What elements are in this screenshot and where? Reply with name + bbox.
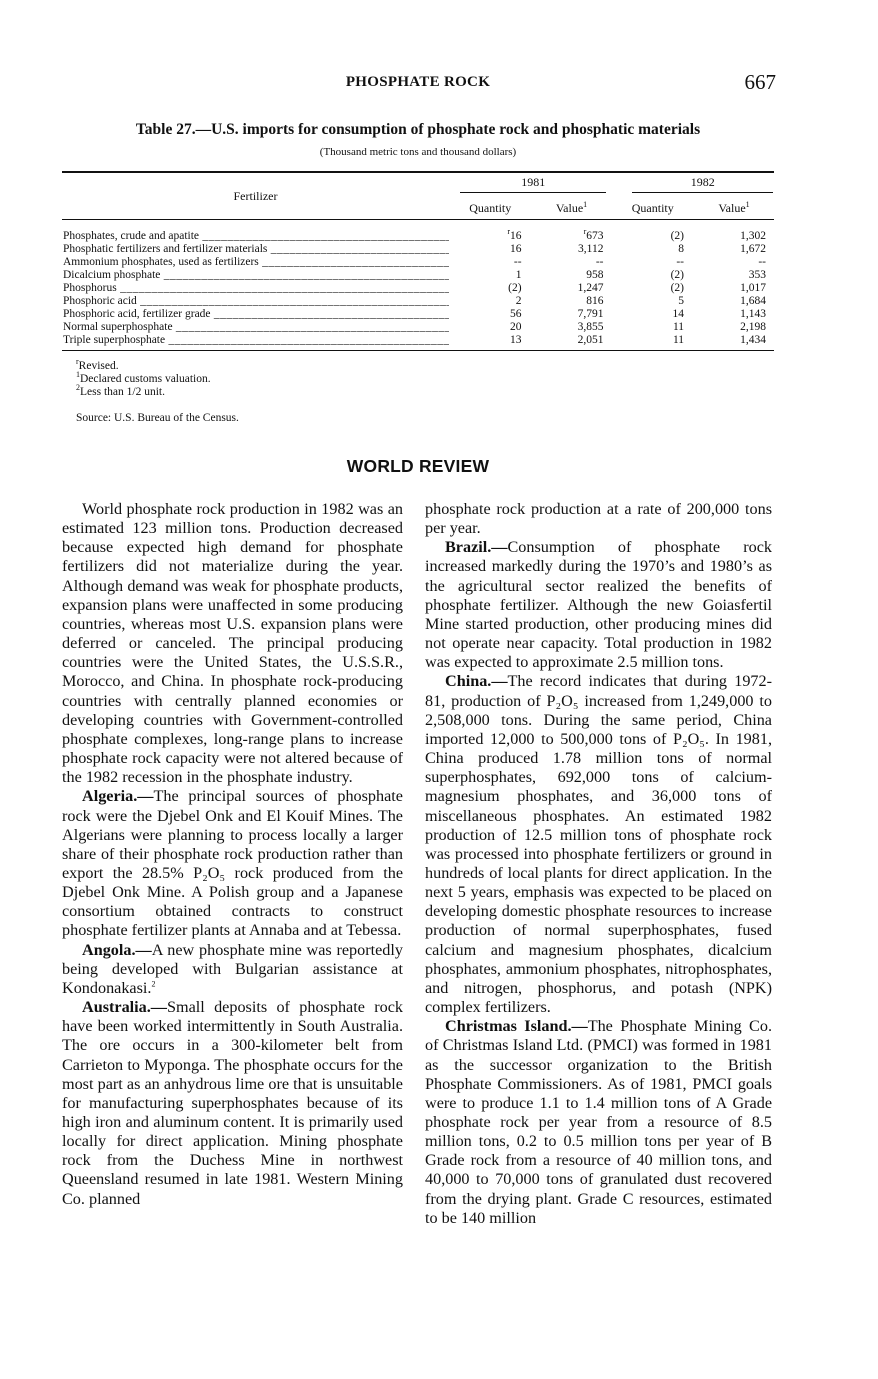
value-1982: 1,143: [740, 308, 766, 320]
row-label: Phosphorus _____: [62, 282, 449, 295]
table-footnotes: [76, 357, 211, 399]
value-header: Value$^1$: [532, 197, 612, 220]
value-1981: 3,112: [578, 243, 604, 255]
table-row: [62, 308, 774, 321]
value-1981: 958: [586, 269, 604, 281]
row-label: Phosphoric acid _____: [62, 295, 449, 308]
value-1982: 2,198: [740, 321, 766, 333]
value-1981: 1,247: [577, 282, 604, 294]
quantity-1981: (2): [508, 282, 522, 294]
running-title: PHOSPHATE ROCK: [345, 74, 491, 90]
table-row: [62, 256, 774, 269]
value-1981: $^r$673: [583, 227, 604, 242]
footnote-revised: $^r$Revised.: [76, 357, 119, 372]
value-1982: 353: [748, 269, 766, 281]
angola-paragraph: Angola.—A new phosphate mine was reportedly being developed with Bulgarian assistance at Kondonakasi.$^2$: [62, 940, 403, 997]
value-1982: 1,302: [740, 230, 766, 242]
value-1981: --: [595, 256, 604, 268]
table-row: [62, 220, 774, 244]
table-title: Table 27.—U.S. imports for consumption of phosphate rock and phosphatic materials: [135, 121, 701, 138]
quantity-1981: 20: [510, 321, 522, 333]
row-label: Phosphates, crude and apatite _____: [62, 220, 449, 244]
value-1982: 1,684: [740, 295, 766, 307]
value-1982: --: [758, 256, 766, 268]
row-label: Phosphatic fertilizers and fertilizer materials _____: [62, 243, 449, 256]
page-number: 667: [744, 70, 776, 94]
table-row: [62, 269, 774, 282]
value-1981: 3,855: [577, 321, 604, 333]
footnote-2: $^2$Less than 1/2 unit.: [76, 383, 165, 398]
quantity-1981: --: [513, 256, 522, 268]
table-row: [62, 321, 774, 334]
table-body: [62, 220, 774, 351]
quantity-1981: $^r$16: [507, 227, 522, 242]
table-subtitle: (Thousand metric tons and thousand dollars): [319, 146, 517, 158]
quantity-1982: 11: [611, 334, 694, 351]
quantity-1981: 1: [515, 269, 522, 281]
year-1981-header: 1981: [460, 177, 606, 193]
page-header: [60, 70, 776, 100]
value-1982: 1,434: [694, 334, 774, 351]
quantity-1982: 8: [678, 243, 685, 255]
value-1981: 7,791: [577, 308, 604, 320]
china-paragraph: China.—The record indicates that during 1972-81, production of P₂O₅ increased from 1,249,000 to 2,508,000 tons. During the same period, China imported 12,000 to 500,000 tons of P₂O₅. In 1981, China produced 1.78 million tons of normal superphosphates, 692,000 tons of calcium-magnesium phosphates, and 36,000 tons of miscellaneous phosphates. An estimated 1982 production of 12.5 million tons of phosphate rock was processed into phosphate fertilizers or ground in hundreds of local plants for direct application. In the next 5 years, emphasis was expected to be placed on developing domestic phosphate resources to increase production of normal superphosphates, fused calcium and magnesium phosphates, dicalcium phosphates, ammonium phosphates, nitrophosphates, and nitrogen, phosphorus, and potash (NPK) complex fertilizers.: [425, 672, 772, 1017]
row-label: Normal superphosphate _____: [62, 321, 449, 334]
quantity-1982: 5: [678, 295, 685, 307]
quantity-1982: --: [676, 256, 685, 268]
year-1982-header: 1982: [632, 177, 773, 193]
quantity-1981: 56: [510, 308, 522, 320]
value-header: Value$^1$: [694, 197, 774, 220]
value-1981: 2,051: [532, 334, 612, 351]
quantity-1982: 11: [672, 321, 685, 333]
quantity-header: Quantity: [611, 197, 694, 220]
footnote-1: $^1$Declared customs valuation.: [76, 370, 211, 385]
imports-table: [62, 171, 774, 351]
quantity-1982: 14: [672, 308, 685, 320]
section-heading: WORLD REVIEW: [346, 456, 490, 476]
quantity-header: Quantity: [449, 197, 532, 220]
continued-paragraph: phosphate rock production at a rate of 200,000 tons per year.: [425, 500, 772, 538]
row-label: Ammonium phosphates, used as fertilizers _____: [62, 256, 449, 269]
christmas-island-paragraph: Christmas Island.—The Phosphate Mining Co. of Christmas Island Ltd. (PMCI) was formed in 1981 as the successor organization to the British Phosphate Commissioners. As of 1981, PMCI goals were to produce 1.1 to 1.4 million tons of A Grade phosphate rock per year from a resource of 8.5 million tons, 0.2 to 0.5 million tons per year of B Grade rock from a resource of 40 million tons, and 40,000 to 70,000 tons of granulated dust recovered from the drying plant. Grade C resources, estimated to be 140 million: [425, 1017, 772, 1227]
value-1981: 816: [586, 295, 604, 307]
intro-paragraph: World phosphate rock production in 1982 was an estimated 123 million tons. Production decreased because expected high demand for phosphate fertilizers did not materialize during the year. Although demand was weak for phosphate products, expansion plans were unaffected in some producing countries, whereas most U.S. expansion plans were deferred or canceled. The principal producing countries were the United States, the U.S.S.R., Morocco, and China. In phosphate rock-producing countries with centrally planned economies or developing countries with Government-controlled phosphate complexes, long-range plans to increase phosphate rock capacity were not altered because of the 1982 recession in the phosphate industry.: [62, 500, 403, 787]
value-1982: 1,017: [740, 282, 766, 294]
left-column: [62, 500, 403, 1209]
table-row: [62, 282, 774, 295]
table-row: [62, 334, 774, 351]
quantity-1981: 2: [515, 295, 522, 307]
row-label: Phosphoric acid, fertilizer grade _____: [62, 308, 449, 321]
brazil-paragraph: Brazil.—Consumption of phosphate rock increased markedly during the 1970’s and 1980’s as the agricultural sector realized the benefits of phosphate fertilizer. Although the new Goiasfertil Mine started production, other producing mines did not operate near capacity. Total production in 1982 was expected to approximate 2.5 million tons.: [425, 538, 772, 672]
row-label: Triple superphosphate _____: [62, 334, 449, 351]
fertilizer-header: Fertilizer: [62, 172, 449, 220]
australia-paragraph: Australia.—Small deposits of phosphate rock have been worked intermittently in South Australia. The ore occurs in a 300-kilometer belt from Carrieton to Myponga. The phosphate occurs for the most part as an anhydrous lime ore that is unsuitable for manufacturing superphosphates because of its high iron and aluminum content. It is primarily used locally for direct application. Mining phosphate rock from the Duchess Mine in northwest Queensland resumed in late 1981. Western Mining Co. planned: [62, 998, 403, 1208]
table-row: [62, 295, 774, 308]
table-row: [62, 243, 774, 256]
quantity-1982: (2): [670, 282, 685, 294]
quantity-1981: 16: [510, 243, 522, 255]
quantity-1982: (2): [670, 269, 685, 281]
right-column: [425, 500, 772, 1228]
row-label: Dicalcium phosphate _____: [62, 269, 449, 282]
table-source: Source: U.S. Bureau of the Census.: [76, 412, 239, 424]
value-1982: 1,672: [740, 243, 766, 255]
algeria-paragraph: Algeria.—The principal sources of phosphate rock were the Djebel Onk and El Kouif Mines. The Algerians were planning to process locally a larger share of their phosphate rock production rather than export the 28.5% P₂O₅ rock produced from the Djebel Onk Mine. A Polish group and a Japanese consortium obtained contracts to construct phosphate fertilizer plants at Annaba and at Tebessa.: [62, 787, 403, 940]
quantity-1982: (2): [670, 230, 685, 242]
quantity-1981: 13: [449, 334, 532, 351]
